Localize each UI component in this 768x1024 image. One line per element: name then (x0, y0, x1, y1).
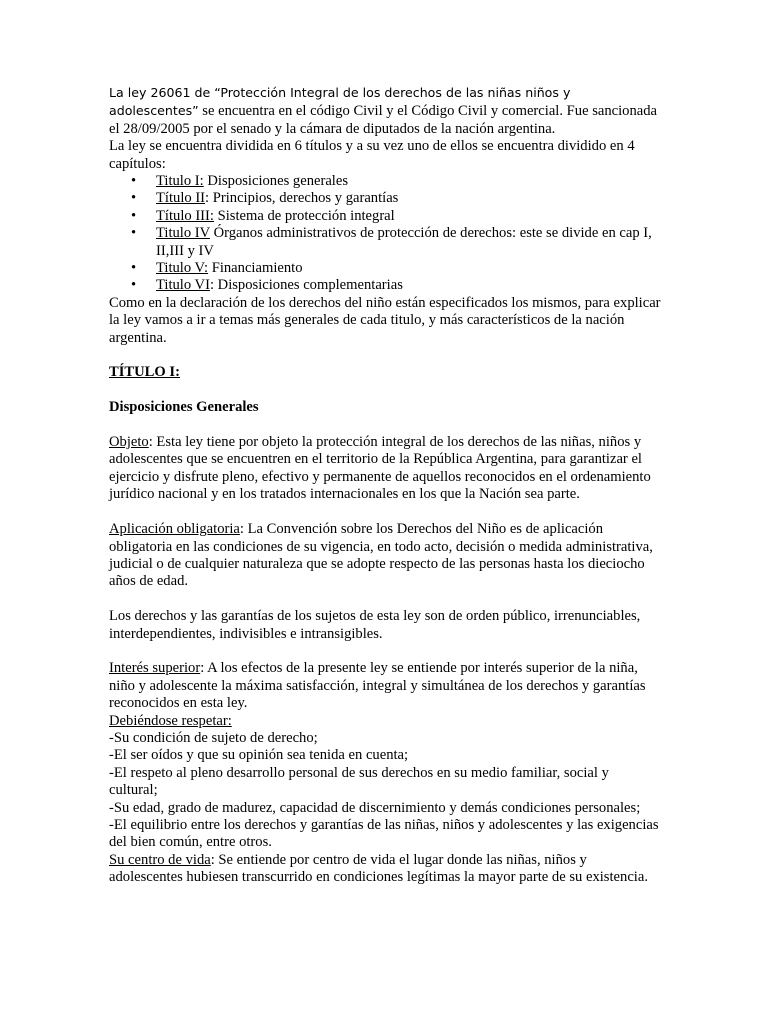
title-desc: : Disposiciones complementarias (209, 277, 403, 294)
interes-paragraph (109, 660, 661, 712)
spacer (109, 382, 661, 399)
title-desc: Órganos administrativos de protección de derechos: este se divide en cap I, II,III y IV (156, 225, 652, 259)
interes-text: : A los efectos de la presente ley se entiende por interés superior de la niña, niño y adolescente la máxima satisfacción, integral y simultánea de los derechos y garantías reconocidos en esta ley. (109, 660, 646, 712)
objeto-label: Objeto (109, 434, 149, 451)
closing-paragraph: Como en la declaración de los derechos del niño están especificados los mismos, para explicar la ley vamos a ir a temas más generales de cada titulo, y más característicos de la nación argentina. (109, 294, 661, 346)
objeto-paragraph (109, 434, 661, 504)
aplicacion-text: : La Convención sobre los Derechos del Niño es de aplicación obligatoria en las condiciones de su vigencia, en todo acto, decisión o medida administrativa, judicial o de cualquier naturaleza que se adopte respecto de las personas hasta los dieciocho años de edad. (109, 521, 653, 590)
respetar-item: -Su condición de sujeto de derecho; (109, 729, 318, 746)
objeto-text: : Esta ley tiene por objeto la protección integral de los derechos de las niñas, niños y adolescentes que se encuentren en el territorio de la República Argentina, para garantizar el ejercicio y disfrute pleno, efectivo y permanente de aquellos reconocidos en el ordenamiento jurídico nacional y en los tratados internacionales en los que la Nación sea parte. (109, 434, 651, 503)
respetar-item: -El ser oídos y que su opinión sea tenida en cuenta; (109, 747, 409, 764)
spacer (109, 591, 661, 608)
respetar-item: -El respeto al pleno desarrollo personal de sus derechos en su medio familiar, social y cultural; (109, 764, 609, 799)
spacer (109, 504, 661, 521)
list-item (156, 277, 661, 294)
list-item (156, 225, 661, 260)
centro-label: Su centro de vida (109, 851, 211, 868)
centro-paragraph (109, 852, 661, 887)
aplicacion-label: Aplicación obligatoria (109, 521, 240, 538)
title-label: Título II (156, 190, 206, 207)
list-item (156, 173, 661, 190)
section-heading: TÍTULO I: (109, 364, 180, 381)
intro-lead: La ley 26061 de “Protección Integral de los derechos de las niñas niños y adolescentes” (109, 85, 571, 119)
structure-paragraph: La ley se encuentra dividida en 6 títulos y a su vez uno de ellos se encuentra dividido en 4 capítulos: (109, 138, 635, 172)
intro-rest: se encuentra en el código Civil y el Código Civil y comercial. Fue sancionada el 28/09/2005 por el senado y la cámara de diputados de la nación argentina. (109, 103, 658, 137)
section-subheading: Disposiciones Generales (109, 399, 259, 416)
title-desc: Disposiciones generales (203, 173, 349, 190)
title-desc: Financiamiento (208, 260, 303, 277)
list-item (156, 190, 661, 207)
list-item (156, 260, 661, 277)
spacer (109, 347, 661, 364)
respetar-item: -Su edad, grado de madurez, capacidad de discernimiento y demás condiciones personales; (109, 799, 641, 816)
title-label: Titulo V: (156, 260, 209, 277)
centro-text: : Se entiende por centro de vida el lugar donde las niñas, niños y adolescentes hubiesen transcurrido en condiciones legítimas la mayor parte de su existencia. (109, 851, 648, 886)
spacer (109, 417, 661, 434)
spacer (109, 643, 661, 660)
titles-list (109, 173, 661, 295)
document-page (109, 84, 661, 887)
interes-label: Interés superior (109, 660, 201, 677)
respetar-label: Debiéndose respetar: (109, 712, 232, 729)
intro-paragraph (109, 84, 661, 138)
list-item (156, 208, 661, 225)
aplicacion-paragraph (109, 521, 661, 591)
respetar-item: -El equilibrio entre los derechos y garantías de las niñas, niños y adolescentes y las exigencias del bien común, entre otros. (109, 816, 659, 851)
title-label: Titulo IV (156, 225, 210, 242)
title-desc: Sistema de protección integral (213, 207, 395, 224)
title-label: Titulo VI (156, 277, 210, 294)
derechos-paragraph: Los derechos y las garantías de los sujetos de esta ley son de orden público, irrenunciables, interdependientes, indivisibles e intransigibles. (109, 608, 641, 642)
title-desc: : Principios, derechos y garantías (205, 190, 399, 207)
title-label: Título III: (156, 207, 214, 224)
title-label: Titulo I: (156, 173, 204, 190)
